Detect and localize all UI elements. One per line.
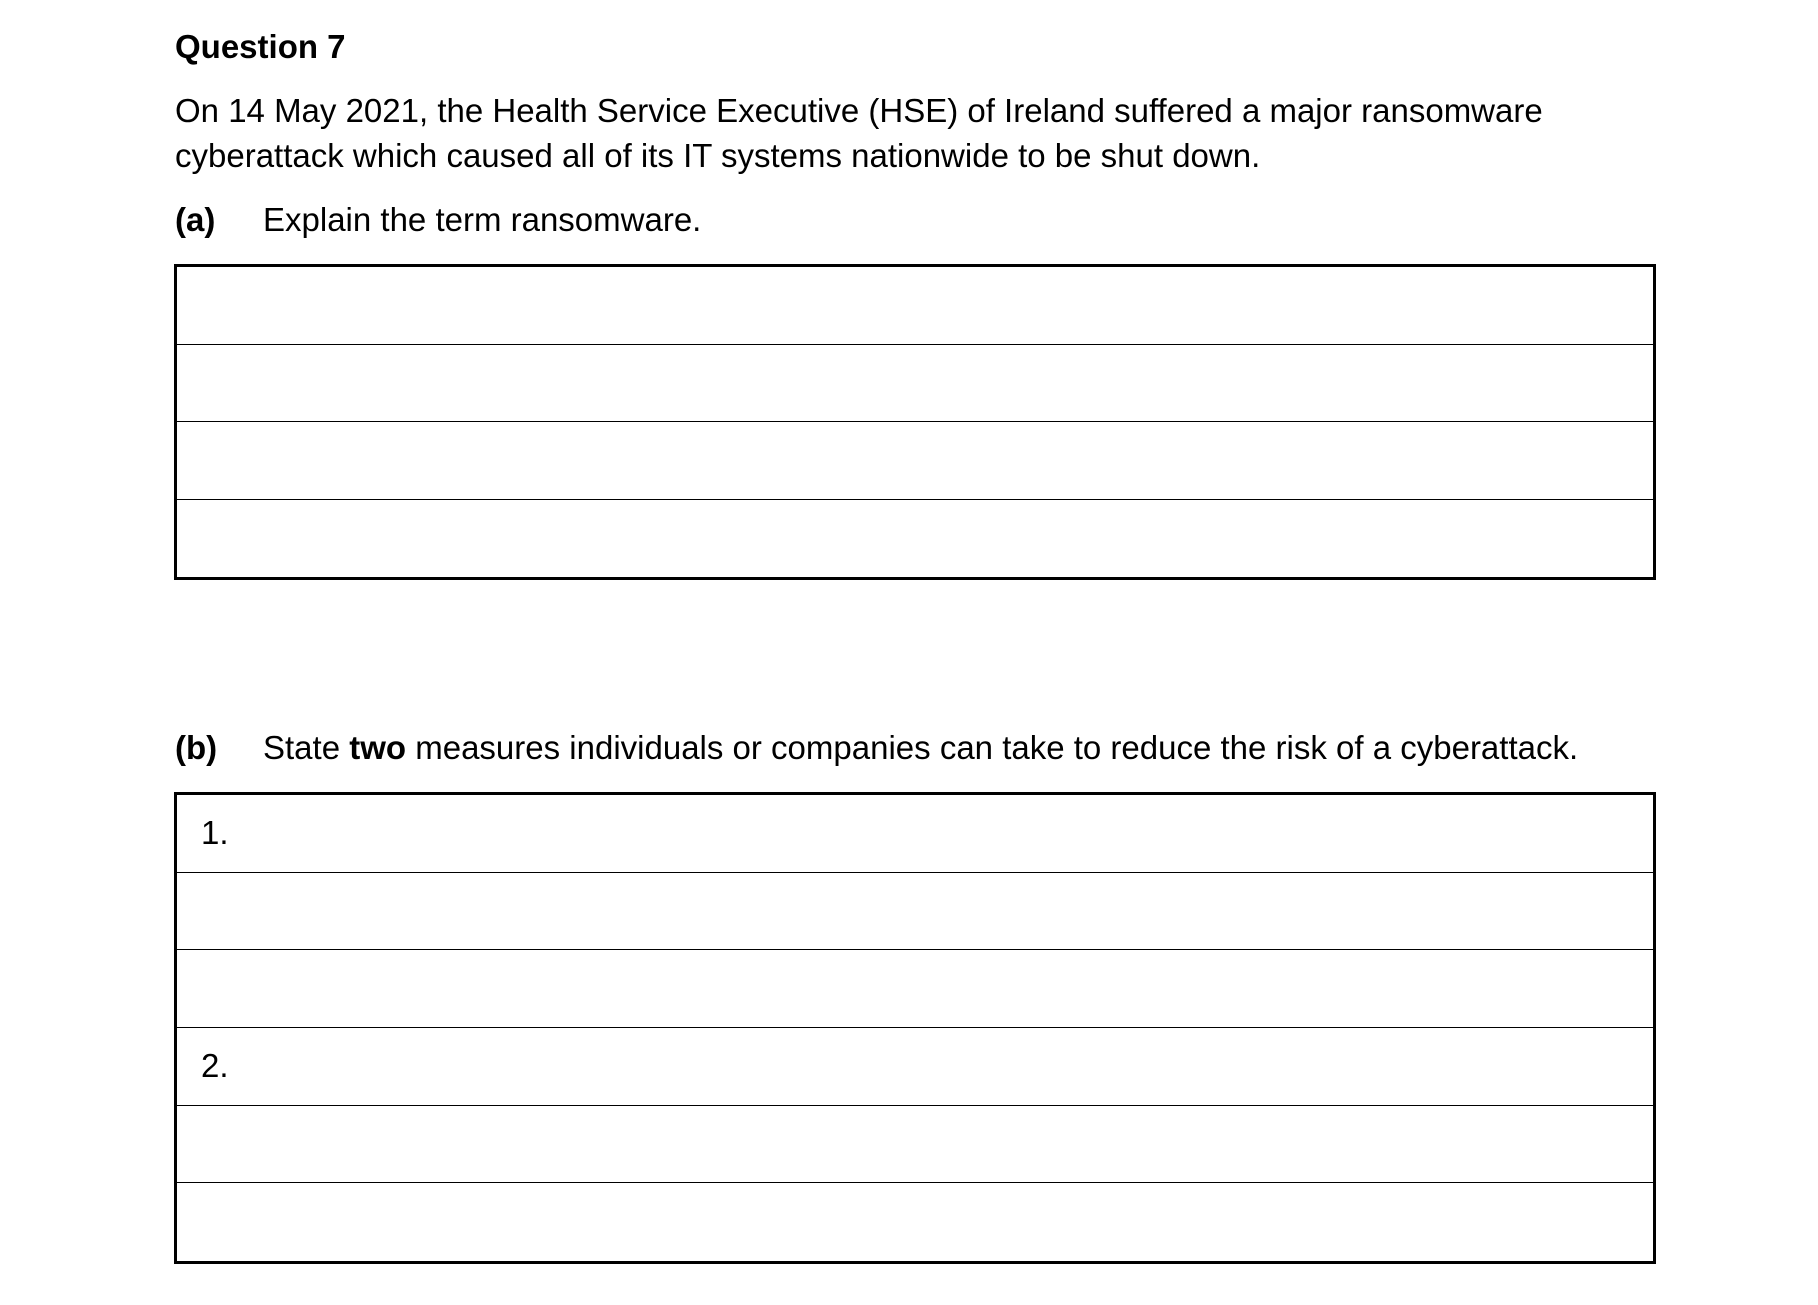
part-a-answer-box[interactable] bbox=[174, 264, 1656, 580]
answer-number-2: 2. bbox=[201, 1047, 229, 1085]
part-b-text-bold: two bbox=[349, 729, 407, 766]
answer-number-1: 1. bbox=[201, 814, 229, 851]
question-title: Question 7 bbox=[175, 28, 346, 65]
answer-line[interactable] bbox=[177, 1028, 1653, 1106]
answer-line[interactable] bbox=[177, 950, 1653, 1028]
answer-line[interactable] bbox=[177, 795, 1653, 873]
part-b-text-after: measures individuals or companies can take to reduce the risk of a cyberattack. bbox=[406, 729, 1579, 766]
part-a-text: Explain the term ransomware. bbox=[263, 201, 702, 238]
answer-line[interactable] bbox=[177, 500, 1653, 578]
answer-line[interactable] bbox=[177, 873, 1653, 951]
question-intro: On 14 May 2021, the Health Service Executive (HSE) of Ireland suffered a major ransomware cyberattack which caused all of its IT systems nationwide to be shut down. bbox=[175, 92, 1543, 174]
part-a-label: (a) bbox=[175, 201, 216, 238]
answer-line[interactable] bbox=[177, 267, 1653, 345]
part-a-prompt bbox=[175, 198, 701, 242]
answer-line[interactable] bbox=[177, 345, 1653, 423]
part-b-answer-box[interactable] bbox=[174, 792, 1656, 1264]
answer-line[interactable] bbox=[177, 422, 1653, 500]
answer-line[interactable] bbox=[177, 1106, 1653, 1184]
part-b-prompt bbox=[175, 726, 1578, 770]
part-b-label: (b) bbox=[175, 729, 218, 766]
answer-line[interactable] bbox=[177, 1183, 1653, 1261]
part-b-text-before: State bbox=[263, 729, 350, 766]
